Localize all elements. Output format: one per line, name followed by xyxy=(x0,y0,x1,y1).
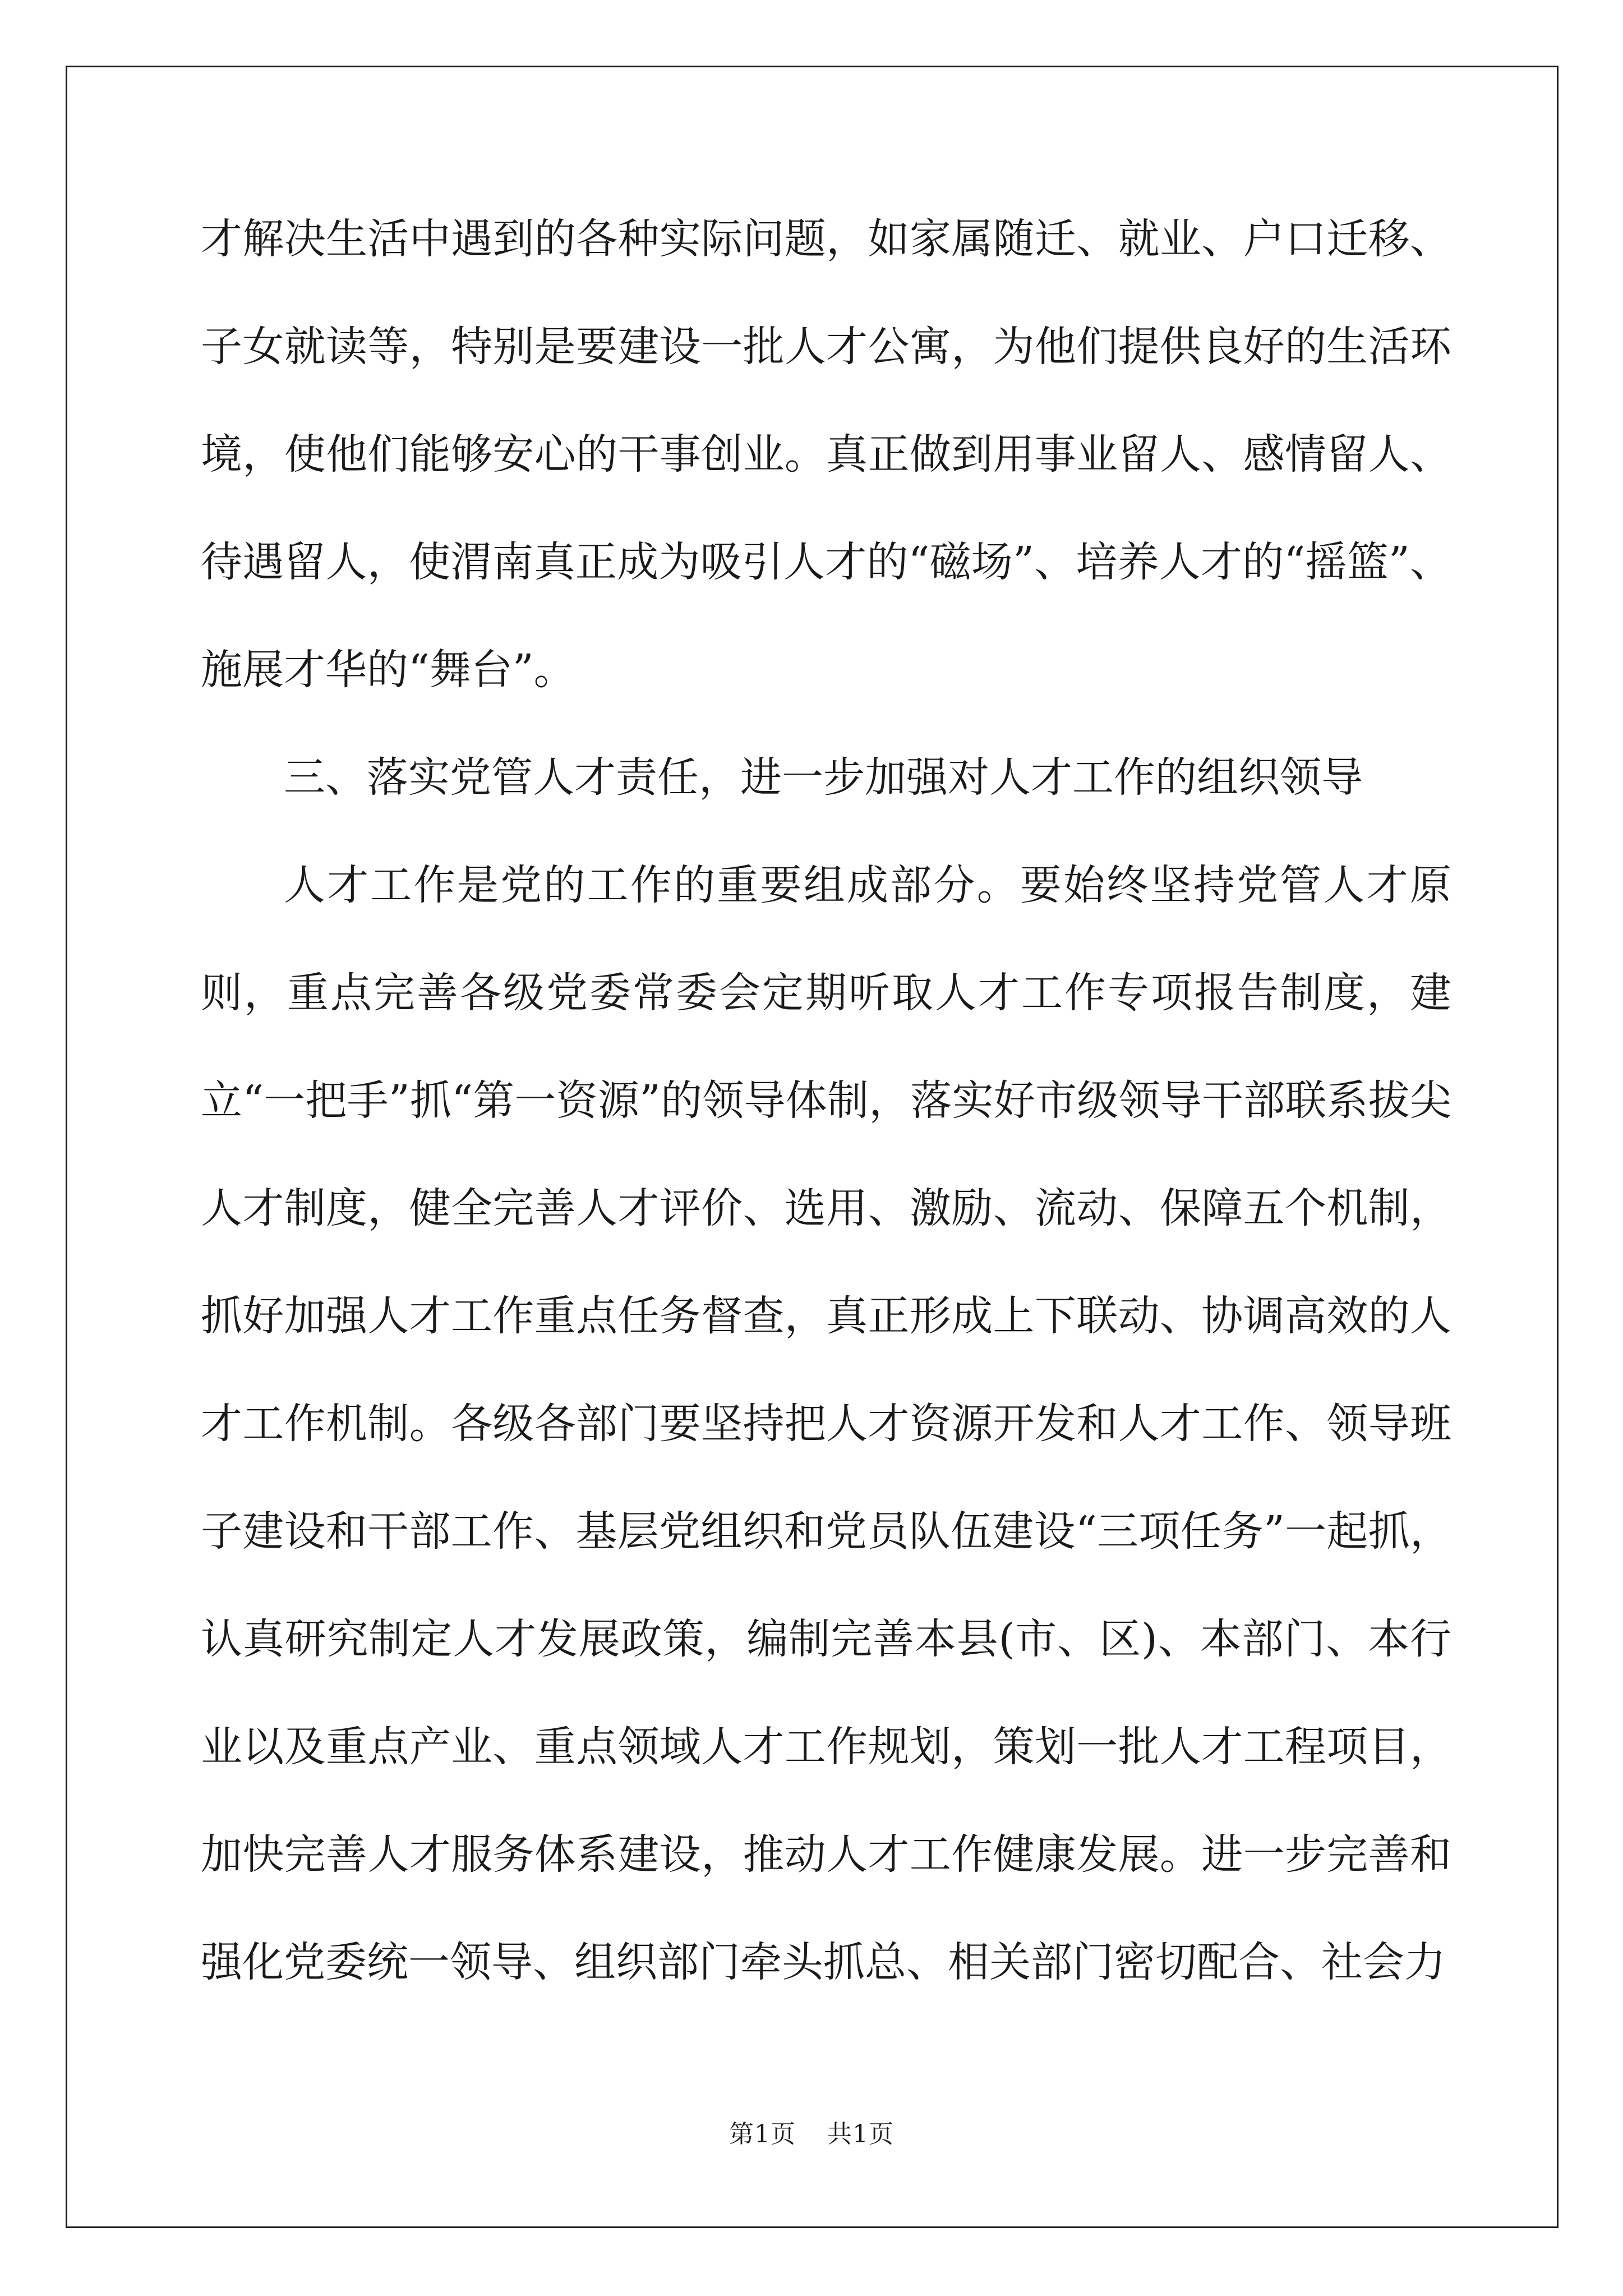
document-body xyxy=(201,185,1451,2016)
page-number-total: 共1页 xyxy=(827,2120,894,2148)
section-heading: 三、落实党管人才责任，进一步加强对人才工作的组织领导 xyxy=(284,753,1363,802)
paragraph-body: 人才工作是党的工作的重要组成部分。要始终坚持党管人才原则，重点完善各级党委常委会定期听取人才工作专项报告制度，建立“一把手”抓“第一资源”的领导体制，落实好市级领导干部联系拔尖人才制度，健全完善人才评价、选用、激励、流动、保障五个机制，抓好加强人才工作重点任务督查，真正形成上下联动、协调高效的人才工作机制。各级各部门要坚持把人才资源开发和人才工作、领导班子建设和干部工作、基层党组织和党员队伍建设“三项任务”一起抓，认真研究制定人才发展政策，编制完善本县(市、区)、本部门、本行业以及重点产业、重点领域人才工作规划，策划一批人才工程项目，加快完善人才服务体系建设，推动人才工作健康发展。进一步完善和强化党委统一领导、组织部门牵头抓总、相关部门密切配合、社会力 xyxy=(201,861,1451,1986)
page-footer xyxy=(0,2114,1623,2150)
paragraph-continuation: 才解决生活中遇到的各种实际问题，如家属随迁、就业、户口迁移、子女就读等，特别是要建设一批人才公寓，为他们提供良好的生活环境，使他们能够安心的干事创业。真正做到用事业留人、感情留人、待遇留人，使渭南真正成为吸引人才的“磁场”、培养人才的“摇篮”、施展才华的“舞台”。 xyxy=(201,215,1451,694)
page-number-current: 第1页 xyxy=(729,2120,796,2148)
